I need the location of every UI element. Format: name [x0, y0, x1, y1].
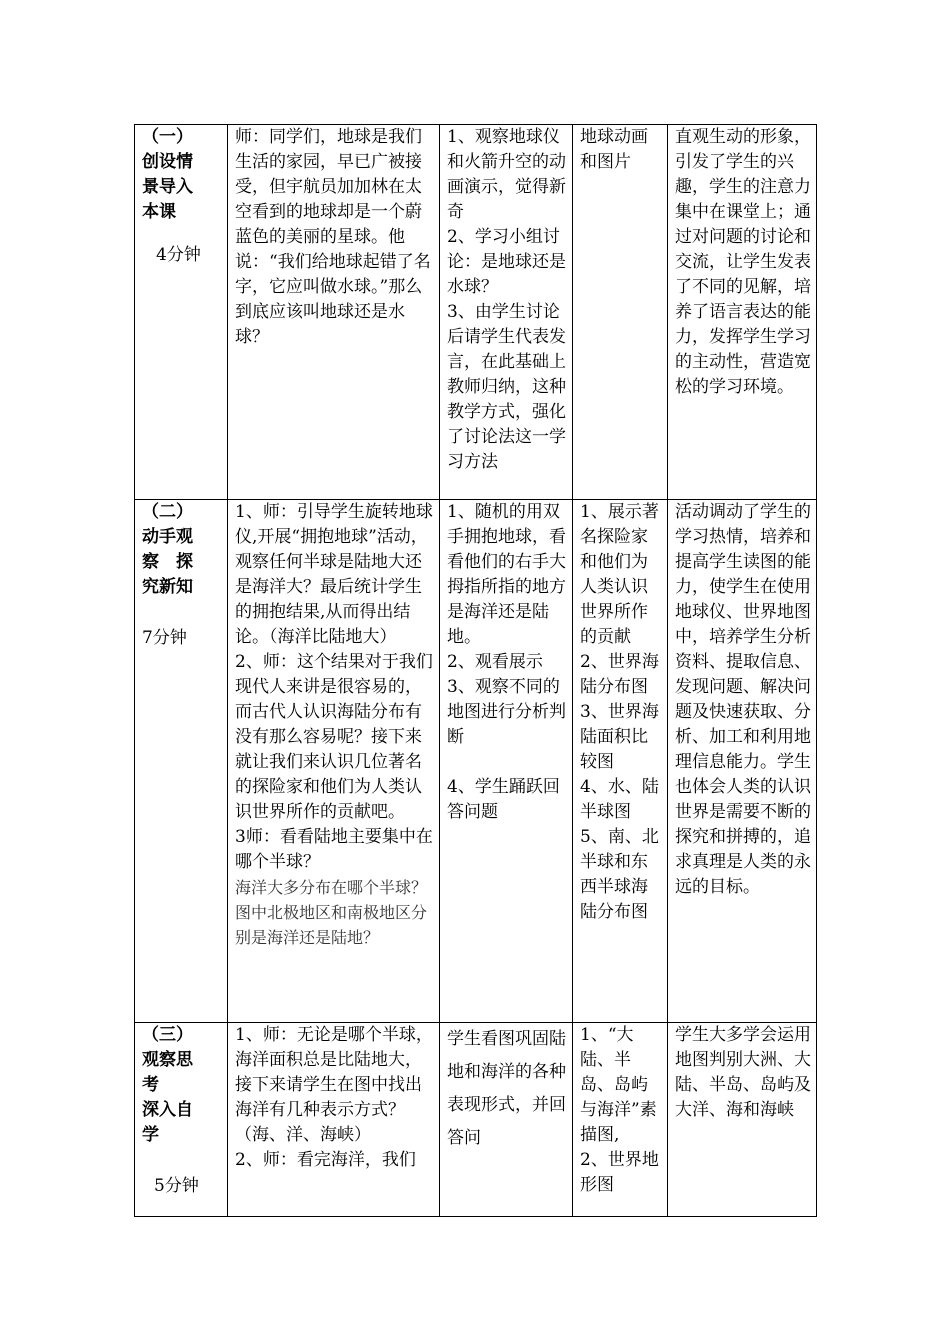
- media-text: 1、“大陆、半岛、岛屿与海洋”素描图,: [580, 1025, 657, 1145]
- stage-time: 5分钟: [154, 1176, 199, 1196]
- student-activity-cell: [440, 125, 573, 500]
- media-cell: [573, 1023, 668, 1217]
- stage-cell: [135, 1023, 228, 1217]
- design-intent-cell: [668, 125, 817, 500]
- table-row: [135, 1023, 817, 1217]
- teacher-text-extra: 海洋大多分布在哪个半球？图中北极地区和南极地区分别是海洋还是陆地？: [235, 878, 428, 947]
- student-text: 1、观察地球仪和火箭升空的动画演示，觉得新奇: [447, 127, 566, 222]
- media-text: 2、世界海陆分布图: [580, 652, 659, 697]
- student-text: 2、观看展示: [447, 652, 543, 672]
- student-text: 3、由学生讨论后请学生代表发言，在此基础上教师归纳，这种教学方式，强化了讨论法这一学习方法: [447, 302, 566, 472]
- lesson-plan-table: [134, 124, 817, 1217]
- student-text: 2、学习小组讨论：是地球还是水球？: [447, 227, 566, 297]
- stage-cell: [135, 500, 228, 1023]
- media-text: 地球动画和图片: [580, 127, 648, 172]
- teacher-text: 1、师：无论是哪个半球，海洋面积总是比陆地大，接下来请学生在图中找出海洋有几种表示方式？（海、洋、海峡）: [235, 1025, 433, 1145]
- student-text: 4、学生踊跃回答问题: [447, 777, 560, 822]
- media-cell: [573, 500, 668, 1023]
- stage-cell: [135, 125, 228, 500]
- media-text: 1、展示著名探险家和他们为人类认识世界所作的贡献: [580, 502, 659, 647]
- teacher-activity-cell: [228, 500, 440, 1023]
- intent-text: 活动调动了学生的学习热情，培养和提高学生读图的能力，使学生在使用地球仪、世界地图中，培养学生分析资料、提取信息、发现问题、解决问题及快速获取、分析、加工和利用地理信息能力。学生也体会人类的认识世界是需要不断的探究和拼搏的，追求真理是人类的永远的目标。: [675, 502, 811, 897]
- stage-title: （二） 动手观 察 探 究新知: [142, 502, 193, 597]
- media-text: 5、南、北半球和东西半球海陆分布图: [580, 827, 659, 922]
- teacher-text: 2、师：看完海洋，我们: [235, 1150, 416, 1170]
- student-activity-cell: [440, 500, 573, 1023]
- media-cell: [573, 125, 668, 500]
- stage-time: 7分钟: [142, 628, 187, 648]
- media-text: 4、水、陆半球图: [580, 777, 659, 822]
- stage-title: （一） 创设情 景导入 本课: [142, 127, 193, 222]
- teacher-text: 师：同学们，地球是我们生活的家园，早已广被接受，但宇航员加加林在太空看到的地球却是一个蔚蓝色的美丽的星球。他说：“我们给地球起错了名字，它应叫做水球。”那么到底应该叫地球还是水球？: [235, 127, 431, 347]
- design-intent-cell: [668, 500, 817, 1023]
- media-text: 3、世界海陆面积比较图: [580, 702, 659, 772]
- student-text: 3、观察不同的地图进行分析判断: [447, 677, 566, 747]
- student-text: 学生看图巩固陆地和海洋的各种表现形式，并回答问: [447, 1029, 566, 1148]
- teacher-activity-cell: [228, 1023, 440, 1217]
- table-row: [135, 125, 817, 500]
- intent-text: 学生大多学会运用地图判别大洲、大陆、半岛、岛屿及大洋、海和海峡: [675, 1025, 811, 1120]
- teacher-text: 3师：看看陆地主要集中在哪个半球？: [235, 827, 433, 872]
- teacher-text: 1、师：引导学生旋转地球仪,开展“拥抱地球”活动，观察任何半球是陆地大还是海洋大？最后统计学生的拥抱结果,从而得出结论。（海洋比陆地大）: [235, 502, 433, 647]
- media-text: 2、世界地形图: [580, 1150, 659, 1195]
- teacher-text: 2、师：这个结果对于我们现代人来讲是很容易的，而古代人认识海陆分布有没有那么容易呢？接下来就让我们来认识几位著名的探险家和他们为人类认识世界所作的贡献吧。: [235, 652, 433, 822]
- student-activity-cell: [440, 1023, 573, 1217]
- teacher-activity-cell: [228, 125, 440, 500]
- design-intent-cell: [668, 1023, 817, 1217]
- student-text: 1、随机的用双手拥抱地球，看看他们的右手大拇指所指的地方是海洋还是陆地。: [447, 502, 566, 647]
- table-row: [135, 500, 817, 1023]
- stage-time: 4分钟: [156, 245, 201, 265]
- intent-text: 直观生动的形象，引发了学生的兴趣，学生的注意力集中在课堂上；通过对问题的讨论和交流，让学生发表了不同的见解，培养了语言表达的能力，发挥学生学习的主动性，营造宽松的学习环境。: [675, 127, 811, 397]
- stage-title: （三） 观察思 考 深入自 学: [142, 1025, 193, 1145]
